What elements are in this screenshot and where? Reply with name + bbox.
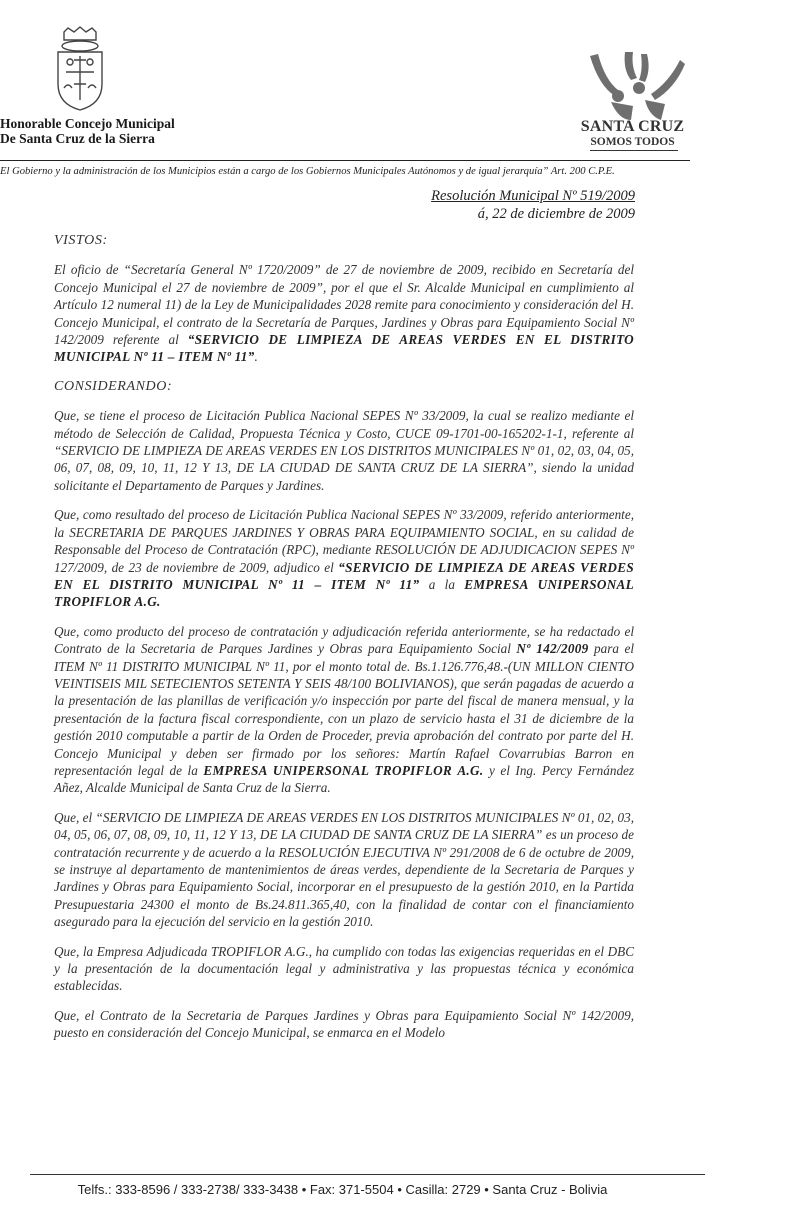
visto-paragraph <box>54 261 634 365</box>
organization-name-line1: Honorable Concejo Municipal <box>0 116 175 131</box>
footer-divider <box>30 1174 705 1175</box>
considerando-paragraph-2 <box>54 506 634 610</box>
considerando-p2-company: EMPRESA UNIPERSONAL TROPIFLOR A.G. <box>54 576 634 610</box>
brand-slogan: SOMOS TODOS <box>590 136 675 148</box>
considerando-p3-company: EMPRESA UNIPERSONAL TROPIFLOR A.G. <box>203 762 484 778</box>
resolution-number: Resolución Municipal Nº 519/2009 <box>431 188 635 204</box>
visto-heading: VISTOS: <box>54 233 108 248</box>
considerando-paragraph-6: Que, el Contrato de la Secretaria de Parques Jardines y Obras para Equipamiento Social Nº 142/2009, puesto en consideración del Concejo Municipal, se enmarca en el Modelo <box>54 1007 634 1041</box>
santa-cruz-figures-logo-icon <box>585 50 685 120</box>
considerando-p2-middle: a la <box>419 576 465 592</box>
visto-text: El oficio de “Secretaría General Nº 1720/2009” de 27 de noviembre de 2009, recibido en Secretaría del Concejo Municipal el 27 de noviembre de 2009”, por el que el Sr. Alcalde Municipal en cumplimiento al Artículo 12 numeral 11) de la Ley de Municipalidades 2028 remite para conocimiento y consideración del H. Concejo Municipal, el contrato de la Secretaría de Parques, Jardines y Obras para Equipamiento Social Nº 142/2009 referente al <box>54 262 634 348</box>
visto-tail: . <box>254 349 258 365</box>
considerando-paragraph-1: Que, se tiene el proceso de Licitación Publica Nacional SEPES Nº 33/2009, la cual se realizo mediante el método de Selección de Calidad, Propuesta Técnica y Costo, CUCE 09-1701-00-165202-1-1, referente al “SERVICIO DE LIMPIEZA DE AREAS VERDES EN LOS DISTRITOS MUNICIPALES Nº 01, 02, 03, 04, 05, 06, 07, 08, 09, 10, 11, 12 Y 13, DE LA CIUDAD DE SANTA CRUZ DE LA SIERRA”, siendo la unidad solicitante el Departamento de Parques y Jardines. <box>54 408 634 493</box>
visto-service-title: “SERVICIO DE LIMPIEZA DE AREAS VERDES EN EL DISTRITO MUNICIPAL Nº 11 – ITEM Nº 11” <box>54 332 635 365</box>
document-body <box>54 232 634 1054</box>
considerando-p2-text: Que, como resultado del proceso de Licitación Publica Nacional SEPES Nº 33/2009, referido anteriormente, la SECRETARIA DE PARQUES JARDINES Y OBRAS PARA EQUIPAMIENTO SOCIAL, en su calidad de Responsable del Proceso de Contratación (RPC), mediante RESOLUCIÓN DE ADJUDICACION SEPES Nº 127/2009, de 23 de noviembre de 2009, adjudico el <box>54 507 634 575</box>
header-divider <box>0 160 690 161</box>
brand-name: SANTA CRUZ <box>580 118 685 135</box>
considerando-paragraph-5: Que, la Empresa Adjudicada TROPIFLOR A.G., ha cumplido con todas las exigencias requeridas en el DBC y la presentación de la documentación legal y administrativa y las propuestas técnica y económica establecidas. <box>54 943 634 994</box>
resolution-date: á, 22 de diciembre de 2009 <box>477 206 635 222</box>
organization-name-line2: De Santa Cruz de la Sierra <box>0 131 155 146</box>
considerando-p2-service: “SERVICIO DE LIMPIEZA DE AREAS VERDES EN EL DISTRITO MUNICIPAL Nº 11 – ITEM Nº 11” <box>54 559 634 592</box>
constitution-quote: El Gobierno y la administración de los Municipios están a cargo de los Gobiernos Municipales Autónomos y de igual jerarquía” Art. 200 C.P.E. <box>0 166 615 177</box>
considerando-p3-contract: Nº 142/2009 <box>516 641 589 657</box>
considerando-p3-text1: Que, como producto del proceso de contratación y adjudicación referida anteriormente, se ha redactado el Contrato de la Secretaria de Parques Jardines y Obras para Equipamiento Social <box>54 623 634 657</box>
considerando-paragraph-4: Que, el “SERVICIO DE LIMPIEZA DE AREAS VERDES EN LOS DISTRITOS MUNICIPALES Nº 01, 02, 03, 04, 05, 06, 07, 08, 09, 10, 11, 12 Y 13, DE LA CIUDAD DE SANTA CRUZ DE LA SIERRA” es un proceso de contratación recurrente y de acuerdo a la RESOLUCIÓN EJECUTIVA Nº 291/2008 de 6 de octubre de 2009, se instruye al departamento de mantenimientos de áreas verdes, dependiente de la Secretaria de Parques y Jardines y Obras para Equipamiento Social, incorporar en el presupuesto de la gestión 2010, en la Partida Presupuestaria 24300 el monto de Bs.24.811.365,40, con la finalidad de contar con el financiamiento asegurado para la ejecución del servicio en la gestión 2010. <box>54 809 634 930</box>
slogan-underline <box>590 150 678 151</box>
considerando-p3-text2: para el ITEM Nº 11 DISTRITO MUNICIPAL Nº 11, por el monto total de. Bs.1.126.776,48.-(UN MILLON CIENTO VEINTISEIS MIL SETECIENTOS SETENTA Y SEIS 48/100 BOLIVIANOS), que serán pagadas de acuerdo a la presentación de las planillas de verificación y/o inspección por parte del fiscal de manera mensual, y la presentación de la factura fiscal correspondiente, con un plazo de servicio hasta el 31 de diciembre de la gestión 2010 computable a partir de la Orden de Proceder, previa aprobación del contrato por parte del H. Concejo Municipal y deben ser firmado por los señores: Martín Rafael Covarrubias Barron en representación legal de la <box>54 641 634 778</box>
considerando-paragraph-3 <box>54 623 634 797</box>
considerando-heading: CONSIDERANDO: <box>54 378 173 394</box>
municipal-crest-icon <box>50 26 110 114</box>
footer-contact: Telfs.: 333-8596 / 333-2738/ 333-3438 • Fax: 371-5504 • Casilla: 2729 • Santa Cruz - Bolivia <box>77 1182 608 1197</box>
considerando-p3-text3: y el Ing. Percy Fernández Añez, Alcalde Municipal de Santa Cruz de la Sierra. <box>54 762 635 796</box>
